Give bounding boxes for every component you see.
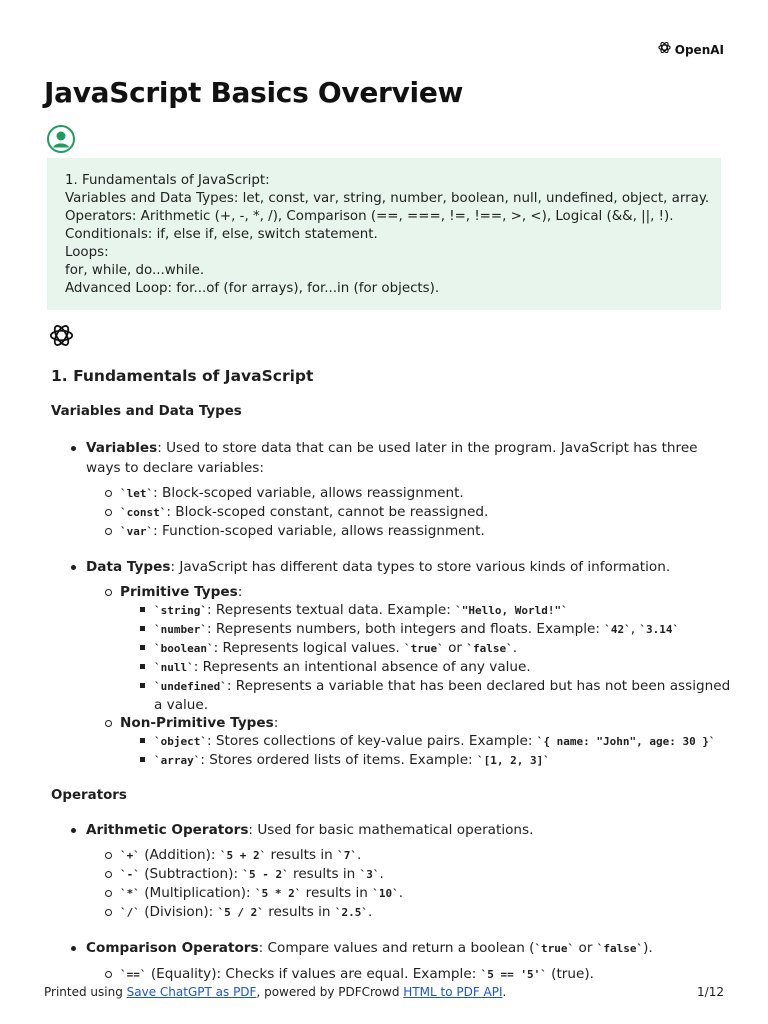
save-chatgpt-link[interactable]: Save ChatGPT as PDF — [126, 985, 257, 999]
item-label: Data Types — [86, 559, 171, 575]
code-snippet: `/` — [120, 906, 140, 919]
arithmetic-list — [86, 846, 731, 922]
item-text: : Function-scoped variable, allows reassignment. — [153, 523, 485, 539]
section-heading: 1. Fundamentals of JavaScript — [51, 367, 314, 385]
item-label: Non-Primitive Types — [120, 715, 274, 731]
item-text: : Represents numbers, both integers and floats. Example: — [206, 621, 605, 637]
list-item — [120, 677, 731, 714]
list-item — [120, 639, 731, 658]
item-text: or — [443, 640, 467, 656]
item-label: Variables — [86, 440, 158, 456]
prompt-line: for, while, do...while. — [65, 263, 205, 278]
print-footer — [44, 985, 724, 999]
code-snippet: `const` — [120, 506, 167, 519]
list-item — [120, 601, 731, 620]
item-text: : Block-scoped constant, cannot be reassigned. — [166, 504, 489, 520]
code-snippet: `+` — [120, 849, 140, 862]
chatgpt-logo-icon — [48, 322, 75, 353]
code-snippet: `*` — [120, 887, 140, 900]
item-text: : JavaScript has different data types to store various kinds of information. — [170, 559, 671, 575]
list-item — [120, 732, 731, 751]
list-item — [120, 751, 731, 770]
code-snippet: `3` — [359, 868, 380, 881]
list-item — [120, 620, 731, 639]
variable-kinds-list — [86, 484, 731, 541]
item-label: Arithmetic Operators — [86, 822, 249, 838]
list-item — [86, 583, 731, 714]
item-text: : Block-scoped variable, allows reassignment. — [153, 485, 464, 501]
code-snippet: `5 / 2` — [217, 906, 264, 919]
code-snippet: `42` — [604, 623, 631, 636]
footer-text: Printed using — [44, 985, 127, 999]
list-item — [51, 557, 731, 770]
list-item — [51, 438, 731, 541]
item-text: : Represents an intentional absence of any value. — [193, 659, 531, 675]
item-label: Comparison Operators — [86, 940, 259, 956]
footer-text: . — [502, 985, 507, 999]
item-text: . — [512, 640, 518, 656]
code-snippet: `undefined` — [154, 680, 227, 693]
code-snippet: `null` — [154, 661, 194, 674]
list-item — [86, 903, 731, 922]
openai-brand — [657, 40, 724, 59]
subsection-heading: Operators — [51, 788, 127, 803]
user-avatar-icon — [46, 124, 76, 158]
item-text: : Represents logical values. — [213, 640, 405, 656]
variables-list — [51, 438, 731, 770]
answer-content — [51, 360, 731, 984]
item-text: results in — [301, 885, 373, 901]
prompt-line: Variables and Data Types: let, const, var, string, number, boolean, null, undefined, object, array. — [65, 191, 710, 206]
item-text: (true). — [546, 966, 594, 982]
item-text: . — [356, 847, 362, 863]
item-text: : Used to store data that can be used later in the program. JavaScript has three ways to declare variables: — [86, 440, 698, 476]
code-snippet: `true` — [404, 642, 444, 655]
page-title: JavaScript Basics Overview — [44, 76, 464, 109]
item-text: : Used for basic mathematical operations. — [248, 822, 534, 838]
item-label: Primitive Types — [120, 584, 238, 600]
subsection-heading: Variables and Data Types — [51, 404, 242, 419]
brand-name: OpenAI — [674, 42, 724, 57]
code-snippet: `==` — [120, 968, 147, 981]
item-text: : Represents a variable that has been declared but has not been assigned a value. — [154, 678, 731, 713]
code-snippet: `{ name: "John", age: 30 }` — [536, 735, 716, 748]
code-snippet: `string` — [154, 604, 207, 617]
code-snippet: `5 * 2` — [254, 887, 302, 900]
list-item — [51, 938, 731, 984]
user-prompt-box — [47, 158, 721, 310]
code-snippet: `let` — [120, 487, 154, 500]
item-text: (Subtraction): — [139, 866, 243, 882]
code-snippet: `var` — [120, 525, 154, 538]
code-snippet: `2.5` — [334, 906, 368, 919]
html-to-pdf-link[interactable]: HTML to PDF API — [403, 985, 503, 999]
item-text: . — [379, 866, 384, 882]
list-item — [86, 846, 731, 865]
item-text: : — [237, 584, 243, 600]
item-text: results in — [288, 866, 360, 882]
item-text: , — [630, 621, 640, 637]
item-text: ). — [643, 940, 653, 956]
footer-text: , powered by PDFCrowd — [256, 985, 404, 999]
code-snippet: `array` — [154, 754, 201, 767]
item-text: (Multiplication): — [139, 885, 255, 901]
item-text: : Stores ordered lists of items. Example: — [200, 752, 477, 768]
non-primitive-types-list — [120, 732, 731, 770]
code-snippet: `number` — [154, 623, 207, 636]
code-snippet: `boolean` — [154, 642, 214, 655]
primitive-types-list — [120, 601, 731, 714]
code-snippet: `7` — [337, 849, 357, 862]
prompt-line: Loops: — [65, 245, 109, 260]
code-snippet: `"Hello, World!"` — [455, 604, 568, 617]
prompt-line: Advanced Loop: for...of (for arrays), for...in (for objects). — [65, 281, 440, 296]
code-snippet: `10` — [372, 887, 399, 900]
list-item — [86, 884, 731, 903]
code-snippet: `3.14` — [639, 623, 680, 636]
item-text: results in — [263, 904, 335, 920]
code-snippet: `false` — [466, 642, 513, 655]
operators-list — [51, 820, 731, 984]
item-text: : Represents textual data. Example: — [206, 602, 456, 618]
item-text: : Stores collections of key-value pairs. Example: — [206, 733, 537, 749]
code-snippet: `[1, 2, 3]` — [476, 754, 550, 767]
list-item — [86, 522, 731, 541]
item-text: (Equality): Checks if values are equal. Example: — [146, 966, 481, 982]
list-item — [86, 484, 731, 503]
code-snippet: `5 == '5'` — [480, 968, 547, 981]
list-item — [86, 503, 731, 522]
item-text: results in — [266, 847, 338, 863]
page-number: 1/12 — [697, 985, 724, 999]
item-text: (Division): — [139, 904, 218, 920]
list-item — [86, 965, 731, 984]
code-snippet: `-` — [120, 868, 140, 881]
code-snippet: `object` — [154, 735, 207, 748]
item-text: . — [398, 885, 404, 901]
list-item — [86, 865, 731, 884]
item-text: : — [273, 715, 279, 731]
item-text: (Addition): — [139, 847, 220, 863]
prompt-line: Operators: Arithmetic (+, -, *, /), Comparison (==, ===, !=, !==, >, <), Logical (&&, ||, !). — [65, 209, 674, 224]
item-text: or — [574, 940, 597, 956]
prompt-line: 1. Fundamentals of JavaScript: — [65, 173, 270, 188]
data-types-list — [86, 583, 731, 770]
list-item — [120, 658, 731, 677]
comparison-list — [86, 965, 731, 984]
code-snippet: `false` — [596, 942, 644, 955]
list-item — [51, 820, 731, 922]
item-text: : Compare values and return a boolean ( — [258, 940, 535, 956]
openai-logo-icon — [657, 40, 672, 59]
code-snippet: `true` — [534, 942, 575, 955]
code-snippet: `5 + 2` — [219, 849, 267, 862]
prompt-line: Conditionals: if, else if, else, switch statement. — [65, 227, 378, 242]
item-text: . — [367, 904, 373, 920]
code-snippet: `5 - 2` — [242, 868, 289, 881]
list-item — [86, 714, 731, 770]
